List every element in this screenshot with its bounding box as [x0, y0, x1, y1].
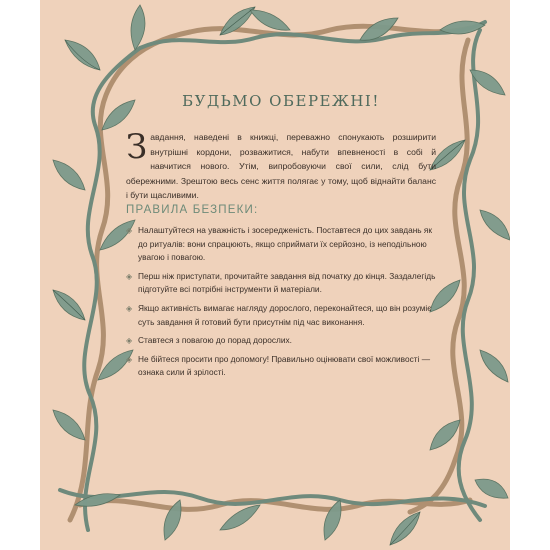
- diamond-icon: ◈: [126, 226, 133, 235]
- list-item: [126, 224, 436, 265]
- intro-paragraph: [126, 127, 436, 203]
- rule-text: Перш ніж приступати, прочитайте завдання від початку до кінця. Заздалегідь підготуйте всі потрібні інструменти й матеріали.: [138, 270, 436, 295]
- rule-text: Не бійтеся просити про допомогу! Правильно оцінювати свої можливості — ознака сили й зрілості.: [138, 353, 431, 378]
- list-item: [126, 270, 436, 297]
- drop-cap: З: [126, 127, 148, 167]
- book-page: [40, 0, 510, 550]
- rule-text: Якщо активність вимагає нагляду дорослого, переконайтеся, що він розуміє суть завдання й готовий бути присутнім під час виконання.: [138, 302, 432, 327]
- intro-text: авдання, наведені в книжці, переважно спонукають розширити внутрішні кордони, розважитися, набути впевненості в собі й навчитися нового. Утім, випробовуючи свої сили, слід бути обережними. Зрештою весь сенс життя полягає у тому, щоб віднайти баланс і бути щасливими.: [126, 132, 436, 201]
- diamond-icon: ◈: [126, 303, 133, 313]
- diamond-icon: ◈: [126, 336, 133, 346]
- rule-text: Налаштуйтеся на уважність і зосередженість. Поставтеся до цих завдань як до ритуалів: вони спрацюють, якщо сприймати їх серйозно, із неподільною увагою і повагою.: [138, 225, 433, 263]
- diamond-icon: ◈: [126, 271, 133, 281]
- safety-rules-list: [126, 224, 436, 385]
- rule-text: Ставтеся з повагою до порад дорослих.: [138, 335, 292, 346]
- list-item: [126, 334, 436, 348]
- list-item: [126, 353, 436, 380]
- list-item: [126, 302, 436, 329]
- diamond-icon: ◈: [126, 354, 133, 364]
- safety-rules-heading: ПРАВИЛА БЕЗПЕКИ:: [126, 204, 259, 216]
- page-title: БУДЬМО ОБЕРЕЖНІ!: [182, 92, 380, 110]
